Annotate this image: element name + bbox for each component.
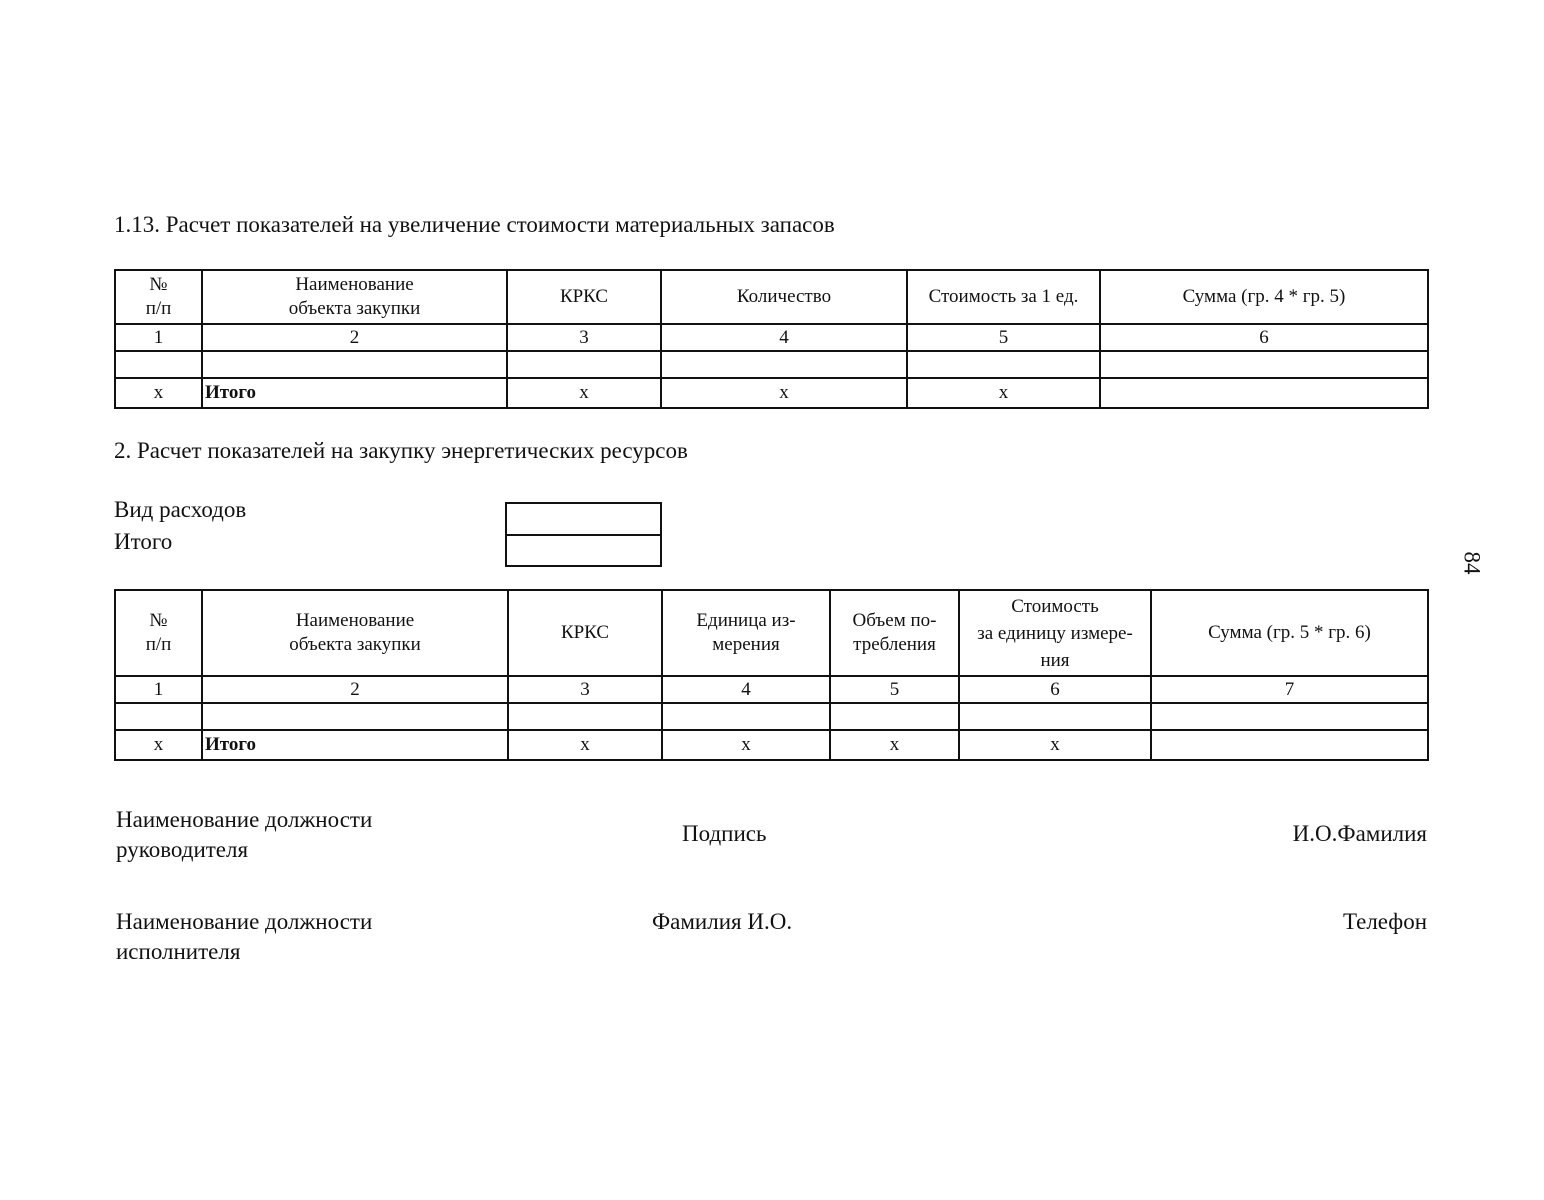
number-cell: 1 [115, 324, 202, 351]
number-cell: 3 [507, 324, 661, 351]
total-box [505, 534, 662, 567]
expense-type-box [505, 502, 662, 536]
number-cell: 5 [830, 676, 959, 703]
header-cell: Количество [661, 270, 907, 324]
column-number-row [115, 676, 1428, 703]
header-cell: Стоимость за единицу измере- ния [959, 590, 1151, 676]
section-2-title: 2. Расчет показателей на закупку энергетических ресурсов [114, 438, 688, 463]
total-cell: x [115, 378, 202, 408]
total-label: Итого [202, 378, 507, 408]
total-row [115, 378, 1428, 408]
empty-cell [202, 703, 508, 730]
total-cell: x [959, 730, 1151, 760]
total-cell: x [662, 730, 830, 760]
number-cell: 1 [115, 676, 202, 703]
header-cell: № п/п [115, 590, 202, 676]
number-cell: 6 [1100, 324, 1428, 351]
empty-row [115, 351, 1428, 378]
empty-cell [907, 351, 1100, 378]
header-cell: Стоимость за 1 ед. [907, 270, 1100, 324]
number-cell: 5 [907, 324, 1100, 351]
empty-cell [830, 703, 959, 730]
number-cell: 7 [1151, 676, 1428, 703]
empty-cell [1151, 703, 1428, 730]
header-cell: Сумма (гр. 4 * гр. 5) [1100, 270, 1428, 324]
empty-cell [662, 703, 830, 730]
total-cell: x [830, 730, 959, 760]
signature-label: Подпись [682, 821, 767, 846]
header-cell: Объем по- требления [830, 590, 959, 676]
section-1-title: 1.13. Расчет показателей на увеличение стоимости материальных запасов [114, 212, 835, 237]
empty-row [115, 703, 1428, 730]
header-cell: Сумма (гр. 5 * гр. 6) [1151, 590, 1428, 676]
materials-table [114, 269, 1429, 409]
total-row [115, 730, 1428, 760]
number-cell: 2 [202, 676, 508, 703]
number-cell: 4 [661, 324, 907, 351]
empty-cell [115, 351, 202, 378]
header-cell: Наименование объекта закупки [202, 270, 507, 324]
empty-cell [508, 703, 662, 730]
table-header-row [115, 270, 1428, 324]
head-position-label: Наименование должности руководителя [116, 807, 373, 862]
total-cell: x [661, 378, 907, 408]
empty-cell [115, 703, 202, 730]
page-number: 84 [1459, 551, 1485, 575]
expense-type-label: Вид расходов [114, 497, 247, 522]
header-cell: Единица из- мерения [662, 590, 830, 676]
total-label: Итого [202, 730, 508, 760]
number-cell: 2 [202, 324, 507, 351]
total-cell: x [907, 378, 1100, 408]
empty-cell [507, 351, 661, 378]
column-number-row [115, 324, 1428, 351]
empty-cell [202, 351, 507, 378]
total-cell: x [508, 730, 662, 760]
empty-cell [959, 703, 1151, 730]
header-cell: КРКС [507, 270, 661, 324]
header-cell: № п/п [115, 270, 202, 324]
empty-cell [661, 351, 907, 378]
header-cell: Наименование объекта закупки [202, 590, 508, 676]
phone-label: Телефон [1342, 909, 1427, 934]
number-cell: 3 [508, 676, 662, 703]
number-cell: 4 [662, 676, 830, 703]
total-label: Итого [114, 529, 173, 554]
total-cell: x [507, 378, 661, 408]
executor-position-label: Наименование должности исполнителя [116, 909, 373, 964]
total-cell: x [115, 730, 202, 760]
total-cell [1151, 730, 1428, 760]
energy-table [114, 589, 1429, 761]
head-name-label: И.О.Фамилия [1292, 821, 1427, 846]
empty-cell [1100, 351, 1428, 378]
table-header-row [115, 590, 1428, 676]
number-cell: 6 [959, 676, 1151, 703]
header-cell: КРКС [508, 590, 662, 676]
executor-name-label: Фамилия И.О. [652, 909, 793, 934]
total-cell [1100, 378, 1428, 408]
